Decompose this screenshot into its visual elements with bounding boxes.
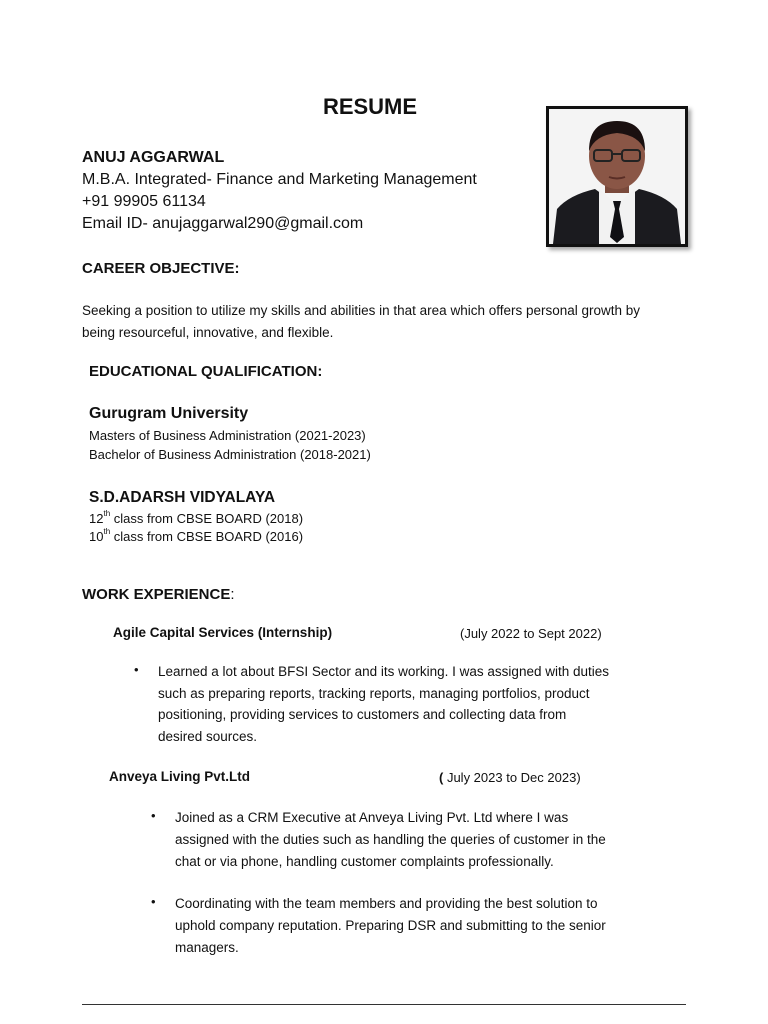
job-1-bullet-1-icon: • [134,662,139,677]
phone-number: +91 99905 61134 [82,193,206,210]
job-2-bullet-1-line-2: assigned with the duties such as handling the queries of customer in the [175,832,606,847]
job-1-bullet-1-line-3: positioning, providing services to customers and collecting data from [158,707,567,722]
career-objective-line-2: being resourceful, innovative, and flexible. [82,325,334,340]
class-10-suffix: th [103,527,111,536]
job-2-dates-text: July 2023 to Dec 2023) [443,770,581,785]
person-portrait-icon [549,109,685,244]
school-class-12 [89,511,303,526]
class-12-suffix: th [103,509,111,518]
job-1-bullet-1-line-2: such as preparing reports, tracking reports, managing portfolios, product [158,686,590,701]
career-objective-heading: CAREER OBJECTIVE: [82,260,240,277]
degree-line: M.B.A. Integrated- Finance and Marketing Management [82,171,477,188]
job-2-bullet-2-icon: • [151,894,156,909]
resume-title: RESUME [322,94,418,119]
job-2-bullet-1-line-1: Joined as a CRM Executive at Anveya Living Pvt. Ltd where I was [175,810,569,825]
class-12-number: 12 [89,511,104,526]
job-1-bullet-1-line-4: desired sources. [158,729,258,744]
career-objective-line-1: Seeking a position to utilize my skills and abilities in that area which offers personal growth by [82,303,641,318]
work-experience-heading [82,586,235,603]
job-2-dates [439,770,581,785]
class-10-number: 10 [89,529,104,544]
job-2-bullet-2-line-3: managers. [175,940,239,955]
applicant-name: ANUJ AGGARWAL [82,149,225,166]
education-heading: EDUCATIONAL QUALIFICATION: [89,363,323,380]
job-2-bullet-1-icon: • [151,808,156,823]
job-1-title: Agile Capital Services (Internship) [113,625,333,640]
university-name: Gurugram University [89,405,249,422]
profile-photo [546,106,688,247]
job-2-bullet-2-line-1: Coordinating with the team members and providing the best solution to [175,896,598,911]
job-2-bullet-2-line-2: uphold company reputation. Preparing DSR and submitting to the senior [175,918,606,933]
university-degree-mba: Masters of Business Administration (2021-2023) [89,428,366,443]
job-2-dates-paren: ( [439,770,444,785]
email-line: Email ID- anujaggarwal290@gmail.com [82,215,364,232]
school-class-10 [89,529,303,544]
class-10-text: class from CBSE BOARD (2016) [110,529,304,544]
school-name: S.D.ADARSH VIDYALAYA [89,489,276,506]
job-2-title: Anveya Living Pvt.Ltd [109,769,251,784]
job-1-dates: (July 2022 to Sept 2022) [460,626,602,641]
page-bottom-divider [82,1004,686,1005]
work-experience-heading-colon: : [230,586,235,603]
university-degree-bba: Bachelor of Business Administration (2018-2021) [89,447,371,462]
class-12-text: class from CBSE BOARD (2018) [110,511,304,526]
work-experience-heading-text: WORK EXPERIENCE [82,586,231,603]
job-1-bullet-1-line-1: Learned a lot about BFSI Sector and its working. I was assigned with duties [158,664,609,679]
job-2-bullet-1-line-3: chat or via phone, handling customer complaints professionally. [175,854,554,869]
